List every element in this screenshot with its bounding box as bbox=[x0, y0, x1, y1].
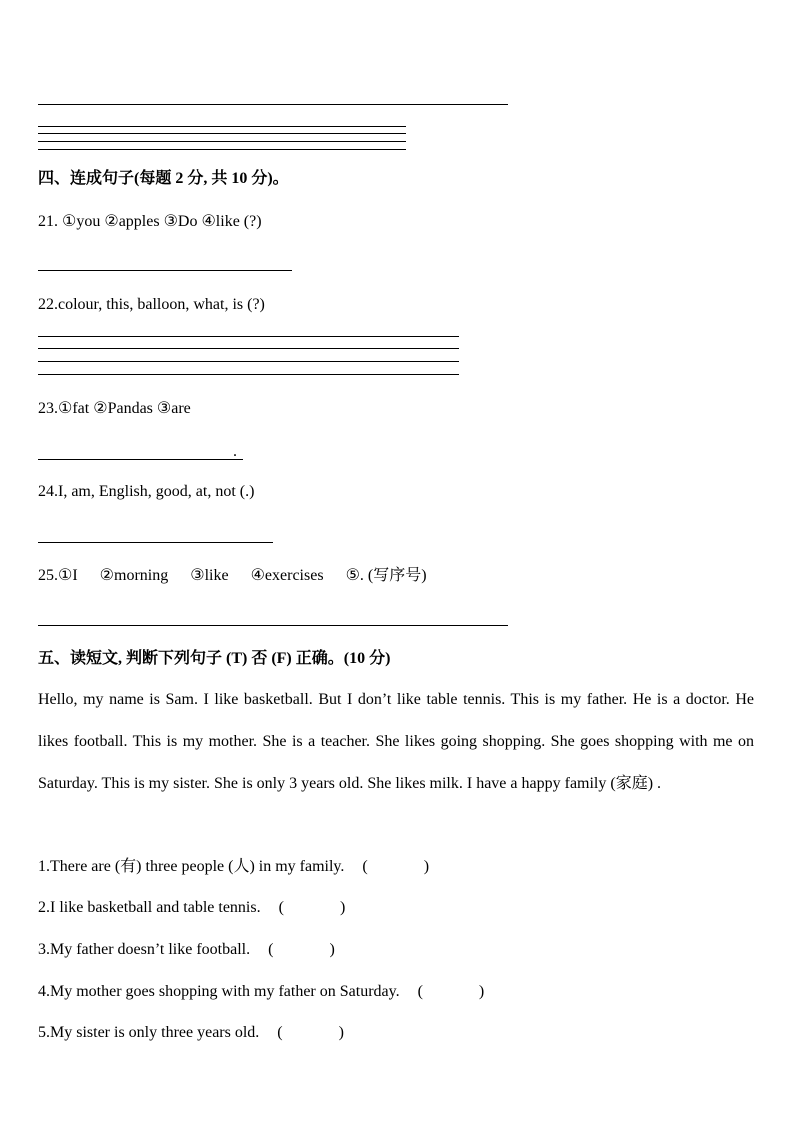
reading-passage: Hello, my name is Sam. I like basketball. But I don’t like table tennis. This is my father. He is a doctor. He likes football. This is my mother. She is a teacher. She likes going shopping. She goes shopping with me on Saturday. This is my sister. She is only 3 years old. She likes milk. I have a happy family (家庭) . bbox=[38, 691, 754, 792]
question-21: 21. ①you ②apples ③Do ④like (?) bbox=[38, 213, 262, 230]
judge-item-text: 2.I like basketball and table tennis. bbox=[38, 899, 261, 916]
answer-paren-open: ( bbox=[277, 1024, 283, 1041]
answer-paren-close: ) bbox=[339, 899, 346, 916]
answer-paren-close: ) bbox=[423, 858, 430, 875]
question-24: 24.I, am, English, good, at, not (.) bbox=[38, 483, 255, 500]
judge-item-1 bbox=[38, 857, 429, 877]
answer-paren-close: ) bbox=[338, 1024, 344, 1041]
answer-line bbox=[38, 104, 508, 105]
answer-line bbox=[38, 336, 459, 337]
judge-item-text: 5.My sister is only three years old. bbox=[38, 1024, 260, 1041]
q25-part: 25.①I bbox=[38, 567, 78, 584]
answer-paren-open: ( bbox=[362, 858, 368, 875]
answer-paren-open: ( bbox=[268, 941, 274, 958]
answer-line bbox=[38, 133, 406, 134]
answer-paren-open: ( bbox=[417, 983, 423, 1000]
answer-period: . bbox=[233, 443, 237, 460]
q25-part: ④exercises bbox=[250, 567, 324, 584]
question-22: 22.colour, this, balloon, what, is (?) bbox=[38, 296, 265, 313]
question-25 bbox=[38, 566, 427, 586]
section-4-heading: 四、连成句子(每题 2 分, 共 10 分)。 bbox=[38, 170, 289, 187]
judge-item-3 bbox=[38, 940, 335, 960]
answer-line bbox=[38, 126, 406, 127]
judge-item-2 bbox=[38, 898, 345, 918]
answer-line bbox=[38, 348, 459, 349]
answer-paren-open: ( bbox=[278, 899, 284, 916]
answer-line bbox=[38, 542, 273, 543]
answer-line bbox=[38, 270, 292, 271]
answer-paren-close: ) bbox=[478, 983, 485, 1000]
question-23: 23.①fat ②Pandas ③are bbox=[38, 400, 191, 417]
q25-part: ⑤. (写序号) bbox=[345, 567, 427, 584]
answer-line bbox=[38, 459, 243, 460]
answer-line bbox=[38, 625, 508, 626]
judge-item-4 bbox=[38, 982, 484, 1002]
judge-item-text: 1.There are (有) three people (人) in my family. bbox=[38, 858, 345, 875]
judge-item-text: 4.My mother goes shopping with my father on Saturday. bbox=[38, 983, 400, 1000]
q25-part: ②morning bbox=[99, 567, 169, 584]
q25-part: ③like bbox=[190, 567, 229, 584]
answer-line bbox=[38, 149, 406, 150]
answer-line bbox=[38, 361, 459, 362]
answer-line bbox=[38, 141, 406, 142]
answer-line bbox=[38, 374, 459, 375]
section-5-heading: 五、读短文, 判断下列句子 (T) 否 (F) 正确。(10 分) bbox=[38, 650, 391, 667]
answer-paren-close: ) bbox=[329, 941, 335, 958]
judge-item-text: 3.My father doesn’t like football. bbox=[38, 941, 251, 958]
judge-item-5 bbox=[38, 1023, 344, 1043]
